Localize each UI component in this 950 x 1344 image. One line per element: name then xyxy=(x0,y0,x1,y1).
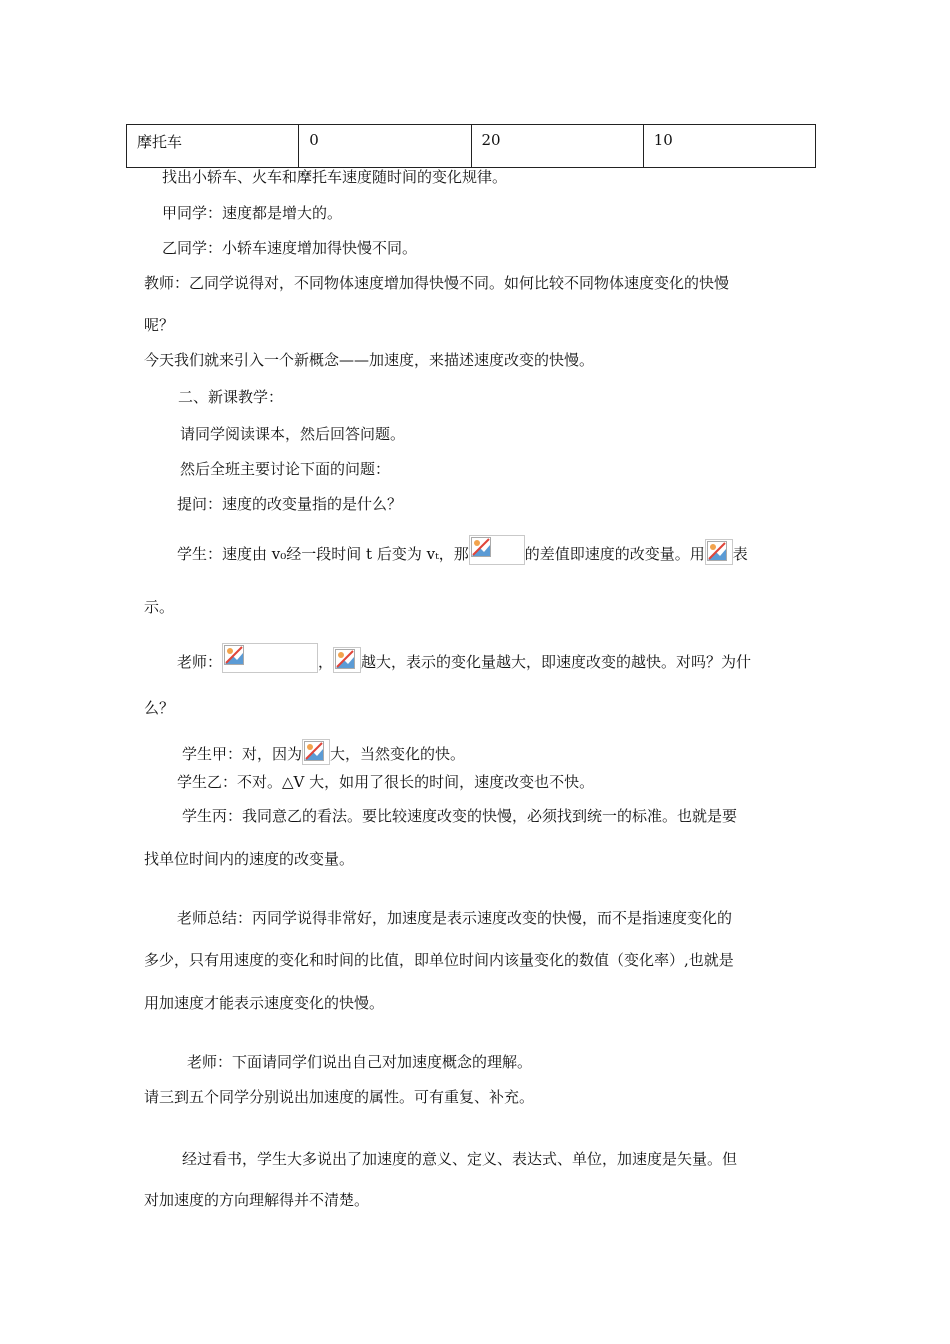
paragraph-line xyxy=(182,739,465,765)
paragraph-line: 经过看书，学生大多说出了加速度的意义、定义、表达式、单位，加速度是矢量。但 xyxy=(182,1150,738,1168)
section-heading: 二、新课教学： xyxy=(178,388,284,406)
paragraph-line: 呢？ xyxy=(144,316,175,334)
formula-image-icon xyxy=(222,643,318,673)
paragraph-line: 提问：速度的改变量指的是什么？ xyxy=(177,495,403,513)
table-cell: 摩托车 xyxy=(127,125,299,168)
paragraph-line: 老师总结：丙同学说得非常好，加速度是表示速度改变的快慢，而不是指速度变化的 xyxy=(177,909,733,927)
paragraph-line: 学生丙：我同意乙的看法。要比较速度改变的快慢，必须找到统一的标准。也就是要 xyxy=(182,807,738,825)
table-cell: 0 xyxy=(299,125,471,168)
data-table xyxy=(126,124,816,168)
paragraph-line: 找单位时间内的速度的改变量。 xyxy=(144,850,355,868)
text-span: 大，当然变化的快。 xyxy=(330,745,466,763)
paragraph-line: 请同学阅读课本，然后回答问题。 xyxy=(180,425,406,443)
text-span: 老师： xyxy=(177,653,223,671)
text-span: 表 xyxy=(732,545,748,563)
text-span: ， xyxy=(318,653,334,671)
formula-image-icon xyxy=(333,647,361,673)
paragraph-line: 么？ xyxy=(144,699,175,717)
text-span: 越大，表示的变化量越大，即速度改变的越快。对吗？为什 xyxy=(361,653,752,671)
table-row xyxy=(127,125,816,168)
paragraph-line: 用加速度才能表示速度变化的快慢。 xyxy=(144,994,385,1012)
table-cell: 10 xyxy=(643,125,815,168)
text-span: 学生甲：对，因为 xyxy=(182,745,303,763)
paragraph-line: 然后全班主要讨论下面的问题： xyxy=(180,460,391,478)
formula-image-icon xyxy=(469,535,525,565)
paragraph-line xyxy=(177,643,751,673)
formula-image-icon xyxy=(705,539,733,565)
text-span: 学生：速度由 v₀经一段时间 t 后变为 vₜ，那 xyxy=(177,545,469,563)
paragraph-line: 今天我们就来引入一个新概念——加速度，来描述速度改变的快慢。 xyxy=(144,351,595,369)
paragraph-line: 请三到五个同学分别说出加速度的属性。可有重复、补充。 xyxy=(144,1088,535,1106)
paragraph-line: 示。 xyxy=(144,598,175,616)
paragraph-line xyxy=(177,535,748,565)
paragraph-line: 多少，只有用速度的变化和时间的比值，即单位时间内该量变化的数值（变化率）,也就是 xyxy=(144,951,734,969)
paragraph-line: 找出小轿车、火车和摩托车速度随时间的变化规律。 xyxy=(162,168,508,186)
text-span: 的差值即速度的改变量。用 xyxy=(524,545,705,563)
paragraph-line: 甲同学：速度都是增大的。 xyxy=(162,204,343,222)
paragraph-line: 对加速度的方向理解得并不清楚。 xyxy=(144,1191,370,1209)
table-cell: 20 xyxy=(471,125,643,168)
formula-image-icon xyxy=(302,739,330,765)
paragraph-line: 乙同学：小轿车速度增加得快慢不同。 xyxy=(162,239,418,257)
paragraph-line: 老师：下面请同学们说出自己对加速度概念的理解。 xyxy=(187,1053,533,1071)
paragraph-line: 教师：乙同学说得对，不同物体速度增加得快慢不同。如何比较不同物体速度变化的快慢 xyxy=(144,274,730,292)
paragraph-line: 学生乙：不对。△V 大，如用了很长的时间，速度改变也不快。 xyxy=(177,773,595,791)
